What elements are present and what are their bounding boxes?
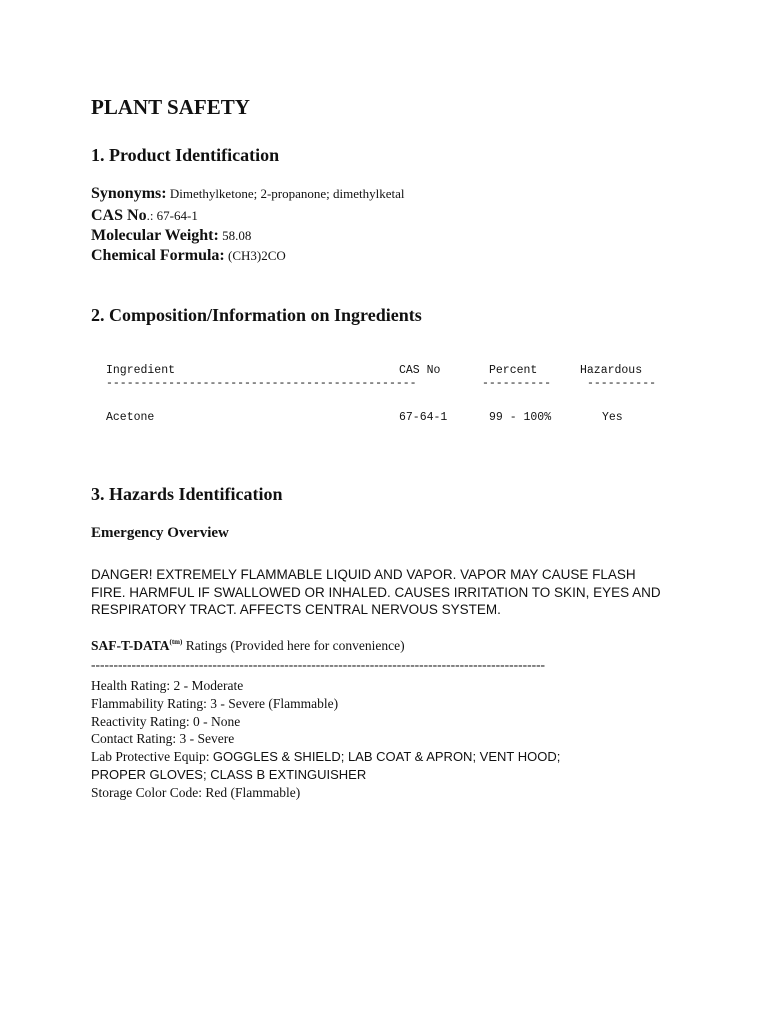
chemical-formula-value: (CH3)2CO	[228, 248, 286, 263]
cas-value: .: 67-64-1	[146, 208, 198, 223]
ratings-list	[91, 677, 651, 802]
column-header-percent: Percent	[489, 364, 538, 377]
flammability-rating: Flammability Rating: 3 - Severe (Flammable)	[91, 695, 339, 711]
lab-protective-equip	[91, 748, 651, 766]
column-header-cas: CAS No	[399, 364, 441, 377]
saf-t-data-caption: Ratings (Provided here for convenience)	[182, 638, 405, 653]
lab-protective-equip-label: Lab Protective Equip:	[91, 749, 213, 765]
cell-percent: 99 - 100%	[489, 411, 552, 424]
table-divider-hazardous: ----------	[587, 377, 657, 390]
cas-label: CAS No	[91, 207, 147, 224]
synonyms-value: Dimethylketone; 2-propanone; dimethylketal	[169, 186, 405, 201]
molecular-weight-row	[91, 227, 251, 245]
ratings-divider: -----------------------------------------------------------------------------------------------------	[91, 657, 546, 672]
trademark-mark: (tm)	[169, 638, 183, 646]
cas-row	[91, 207, 198, 225]
reactivity-rating: Reactivity Rating: 0 - None	[91, 713, 241, 729]
cell-ingredient: Acetone	[106, 411, 155, 424]
saf-t-data-line	[91, 638, 405, 654]
section-heading-hazards: 3. Hazards Identification	[91, 484, 283, 504]
molecular-weight-label: Molecular Weight:	[91, 227, 219, 244]
synonyms-row	[91, 185, 405, 203]
cell-hazardous: Yes	[602, 411, 623, 424]
column-header-ingredient: Ingredient	[106, 364, 176, 377]
cell-cas: 67-64-1	[399, 411, 448, 424]
table-divider-ingredient: ---------------------------------------------	[106, 377, 417, 390]
health-rating: Health Rating: 2 - Moderate	[91, 678, 244, 693]
storage-color-code: Storage Color Code: Red (Flammable)	[91, 784, 301, 800]
lab-protective-equip-value: GOGGLES & SHIELD; LAB COAT & APRON; VENT HOOD;	[212, 749, 561, 765]
synonyms-label: Synonyms:	[91, 185, 167, 202]
emergency-overview-heading: Emergency Overview	[91, 525, 229, 541]
danger-warning-text: DANGER! EXTREMELY FLAMMABLE LIQUID AND VAPOR. VAPOR MAY CAUSE FLASH FIRE. HARMFUL IF SWALLOWED OR INHALED. CAUSES IRRITATION TO SKIN, EYES AND RESPIRATORY TRACT. AFFECTS CENTRAL NERVOUS SYSTEM.	[91, 567, 661, 617]
saf-t-data-brand: SAF-T-DATA	[91, 638, 170, 653]
lab-protective-equip-value-cont: PROPER GLOVES; CLASS B EXTINGUISHER	[91, 766, 367, 782]
column-header-hazardous: Hazardous	[580, 364, 643, 377]
section-heading-composition: 2. Composition/Information on Ingredients	[91, 305, 422, 325]
section-heading-product-identification: 1. Product Identification	[91, 145, 280, 165]
table-divider-percent: ----------	[482, 377, 552, 390]
document-title: PLANT SAFETY	[91, 95, 250, 119]
molecular-weight-value: 58.08	[222, 228, 252, 243]
contact-rating: Contact Rating: 3 - Severe	[91, 731, 235, 747]
chemical-formula-row	[91, 247, 286, 265]
chemical-formula-label: Chemical Formula:	[91, 247, 225, 264]
